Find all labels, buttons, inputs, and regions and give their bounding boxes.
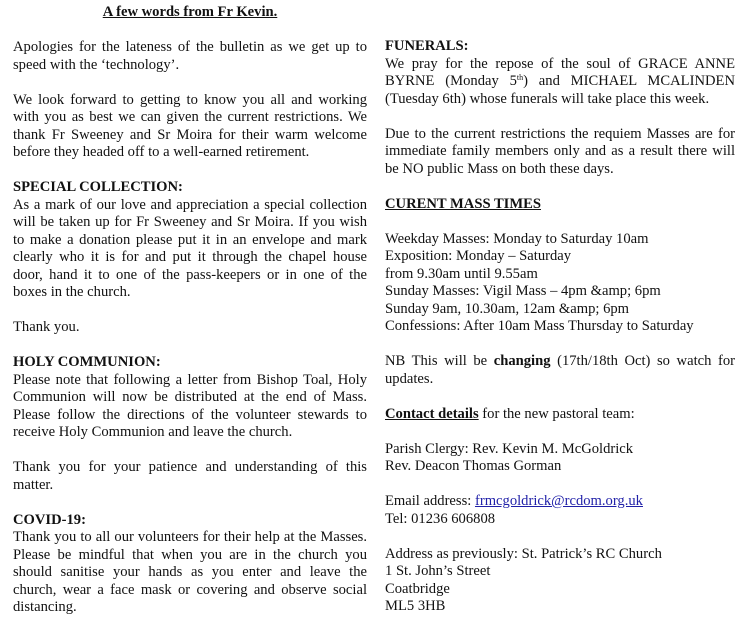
email-link[interactable]: frmcgoldrick@rcdom.org.uk xyxy=(474,493,643,509)
clergy-line: Parish Clergy: Rev. Kevin M. McGoldrick xyxy=(385,440,634,457)
holy-communion-heading: HOLY COMMUNION: xyxy=(13,354,161,370)
contact-rest: for the new pastoral team: xyxy=(478,405,635,422)
patience-paragraph: Thank you for your patience and understanding of this matter. xyxy=(13,459,367,493)
intro-paragraph: Apologies for the lateness of the bulletin as we get up to speed with the ‘technology’. xyxy=(13,39,367,73)
nb-text-2: (17th/18th Oct) so watch for updates. xyxy=(385,353,735,387)
funerals-superscript: th xyxy=(516,73,524,82)
contact-line xyxy=(385,406,735,424)
mass-times-line: Exposition: Monday – Saturday xyxy=(385,248,572,264)
left-column xyxy=(13,0,367,617)
restrictions-paragraph: Due to the current restrictions the requiem Masses are for immediate family members only and as a result there will be NO public Mass on both these days. xyxy=(385,125,735,177)
covid-heading: COVID-19: xyxy=(13,511,86,528)
email-line xyxy=(385,493,735,511)
special-collection-body: As a mark of our love and appreciation a special collection will be taken up for Fr Sweeney and Sr Moira. If you wish to make a donation please put it in an envelope and mark clearly who it is for and put it through the chapel house door, hand it to one of the pass-keepers or in one of the boxes in the church. xyxy=(13,196,367,300)
funerals-text-2: ) and MICHAEL MCALINDEN (Tuesday 6th) whose funerals will take place this week. xyxy=(385,73,735,107)
mass-times-line: from 9.30am until 9.55am xyxy=(385,265,538,282)
address-line: Address as previously: St. Patrick’s RC Church xyxy=(385,545,662,562)
mass-times-line: Sunday Masses: Vigil Mass – 4pm &amp; 6pm xyxy=(385,283,661,299)
thank-you-line: Thank you. xyxy=(13,319,80,335)
funerals-text-1: We pray for the repose of the soul of GRACE ANNE BYRNE (Monday 5 xyxy=(385,55,735,89)
covid-body: Thank you to all our volunteers for their help at the Masses. Please be mindful that when you are in the church you should sanitise your hands as you enter and leave the church, wear a face mask or covering and observe social distancing. xyxy=(13,529,367,615)
funerals-body xyxy=(385,56,735,109)
nb-bold-text: changing xyxy=(493,353,551,369)
email-label: Email address: xyxy=(385,493,475,509)
right-column xyxy=(385,0,735,616)
mass-times-line: Sunday 9am, 10.30am, 12am &amp; 6pm xyxy=(385,300,630,317)
address-line: 1 St. John’s Street xyxy=(385,563,491,579)
page-title: A few words from Fr Kevin. xyxy=(102,4,278,20)
funerals-heading: FUNERALS: xyxy=(385,38,469,54)
nb-paragraph xyxy=(385,353,735,388)
special-collection-heading: SPECIAL COLLECTION: xyxy=(13,179,183,195)
holy-communion-body: Please note that following a letter from Bishop Toal, Holy Communion will now be distributed at the end of Mass. Please follow the directions of the volunteer stewards to receive Holy Communion and leave the church. xyxy=(13,371,367,440)
mass-times-line: Confessions: After 10am Mass Thursday to Saturday xyxy=(385,318,694,334)
welcome-paragraph: We look forward to getting to know you all and working with you as best we can given the current restrictions. We thank Fr Sweeney and Sr Moira for their warm welcome before they headed off to a well-earned retirement. xyxy=(13,91,367,160)
address-line: ML5 3HB xyxy=(385,598,446,614)
address-line: Coatbridge xyxy=(385,580,450,597)
mass-times-line: Weekday Masses: Monday to Saturday 10am xyxy=(385,230,649,247)
contact-heading: Contact details xyxy=(385,405,479,422)
tel-line: Tel: 01236 606808 xyxy=(385,510,496,527)
nb-text-1: NB This will be xyxy=(385,353,494,369)
deacon-line: Rev. Deacon Thomas Gorman xyxy=(385,458,562,474)
mass-times-heading: CURENT MASS TIMES xyxy=(385,195,541,212)
